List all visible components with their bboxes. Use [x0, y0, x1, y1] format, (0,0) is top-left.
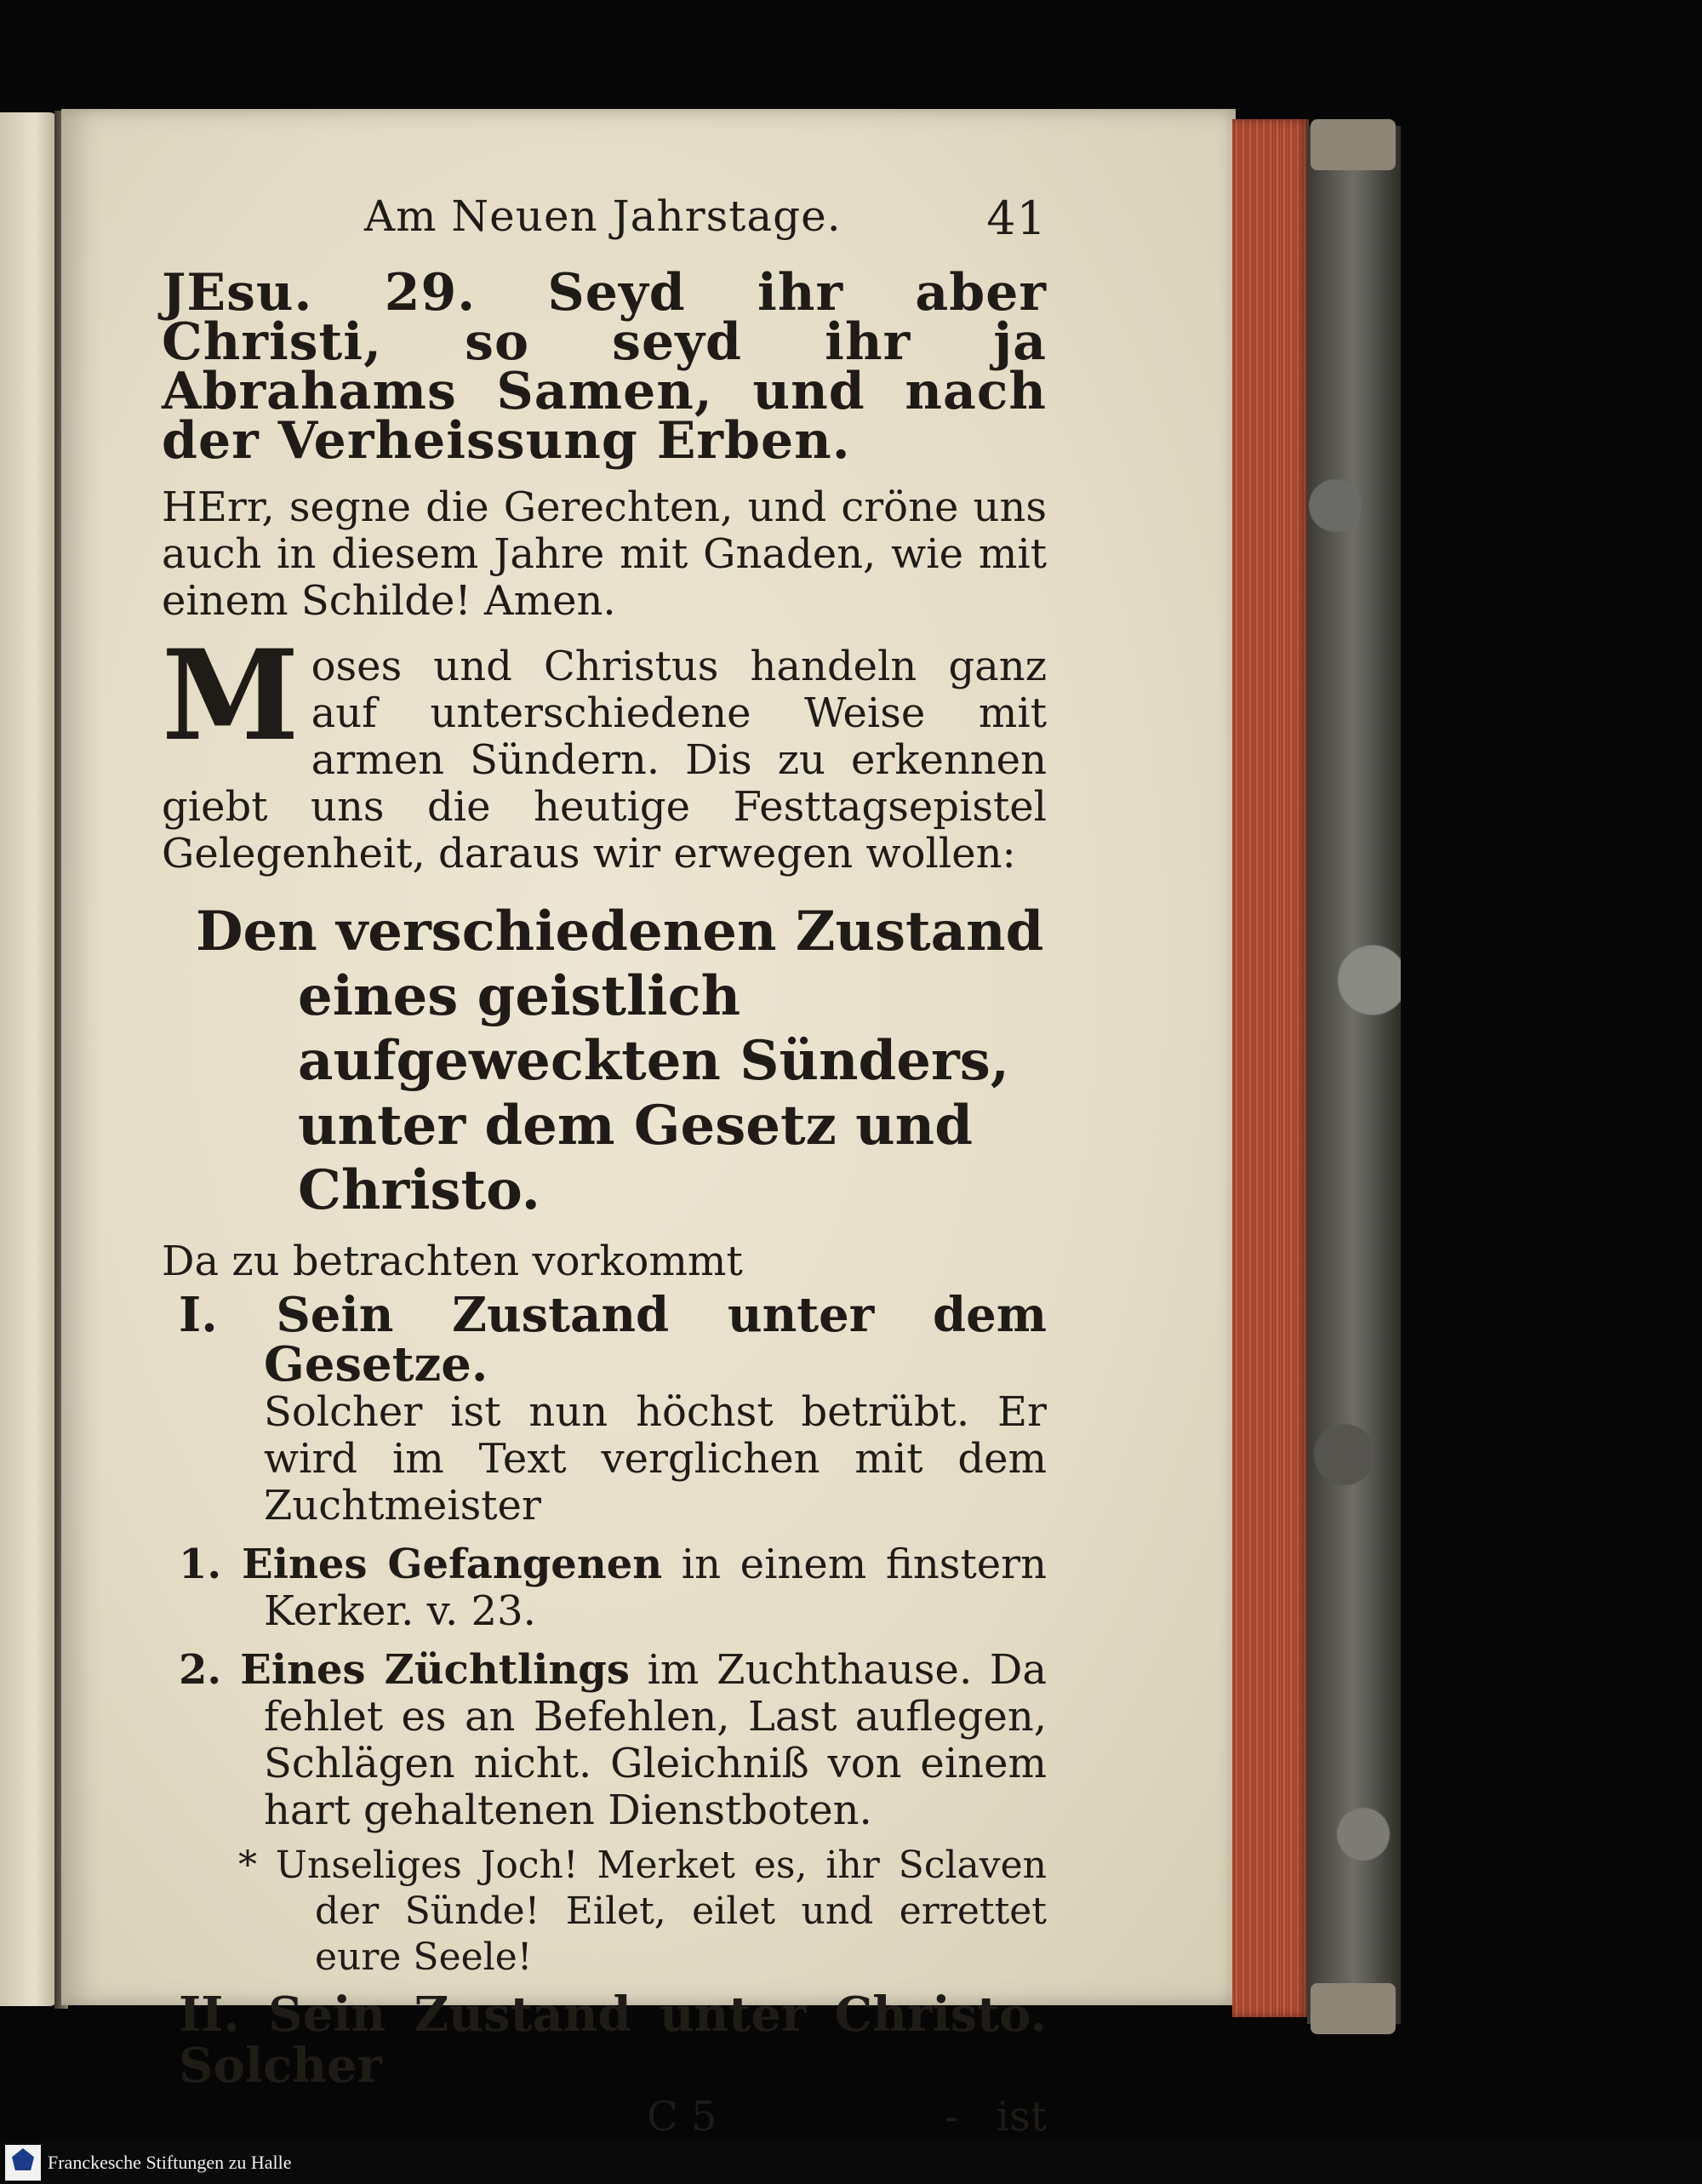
page-text	[162, 192, 1047, 2144]
left-page-edge	[0, 112, 58, 2006]
catchword: ist	[996, 2093, 1047, 2141]
exhortation-note: * Unseliges Joch! Merket es, ihr Sclaven der Sünde! Eilet, eilet und errettet eure Seele!	[238, 1844, 1047, 1979]
list-item-lead: 2. Eines Züchtlings	[179, 1646, 630, 1694]
sermon-theme: Den verschiedenen Zustand eines geistlich aufgeweckten Sünders, unter dem Gesetz und Christo.	[196, 900, 1044, 1222]
paragraph-intro	[162, 623, 1047, 878]
credit-text: Franckesche Stiftungen zu Halle	[48, 2152, 292, 2173]
division-intro: Da zu betrachten vorkommt	[162, 1238, 743, 1285]
marbled-cover	[1307, 126, 1401, 2024]
page-edges-red	[1232, 119, 1309, 2017]
section-two-heading	[162, 1987, 1047, 2094]
paragraph-prayer: HErr, segne die Gerechten, und cröne uns auch in diesem Jahre mit Gnaden, wie mit einem Schilde! Amen.	[162, 483, 1047, 625]
list-item-text: im Zuchthause. Da fehlet es an Befehlen, Last auflegen, Schlägen nicht. Gleichniß von einem hart gehaltenen Dienstboten.	[264, 1646, 1048, 1834]
list-item	[162, 1647, 1047, 1834]
section-one-heading: I. Sein Zustand unter dem Gesetze.	[179, 1287, 1047, 1392]
list-item-text: in einem finstern Kerker. v. 23.	[264, 1541, 1047, 1635]
cover-corner-top	[1311, 119, 1396, 170]
page-header	[162, 192, 1047, 251]
section-one-text: Solcher ist nun höchst betrübt. Er wird im Text verglichen mit dem Zuchtmeister	[264, 1388, 1047, 1529]
drop-cap: M	[162, 623, 300, 769]
footer-dash: -	[945, 2093, 959, 2141]
section-two-title: II. Sein Zustand unter Christo.	[179, 1987, 1047, 2043]
page-number: 41	[986, 192, 1047, 245]
paragraph-intro-text: oses und Christus handeln ganz auf unterschiedene Weise mit armen Sündern. Dis zu erkennen giebt uns die heutige Festtagsepistel Gelegenheit, daraus wir erwegen wollen:	[162, 643, 1047, 878]
page-footer	[162, 2093, 1047, 2144]
list-item-lead: 1. Eines Gefangenen	[179, 1541, 663, 1588]
cover-corner-bottom	[1311, 1983, 1396, 2034]
paragraph-scripture: JEsu. 29. Seyd ihr aber Christi, so seyd ihr ja Abrahams Samen, und nach der Verheissung Erben.	[162, 263, 1047, 471]
list-item	[162, 1541, 1047, 1635]
signature-mark: C 5	[647, 2093, 717, 2141]
running-head: Am Neuen Jahrstage.	[364, 192, 842, 241]
section-two-continuation: Solcher	[179, 2038, 383, 2094]
